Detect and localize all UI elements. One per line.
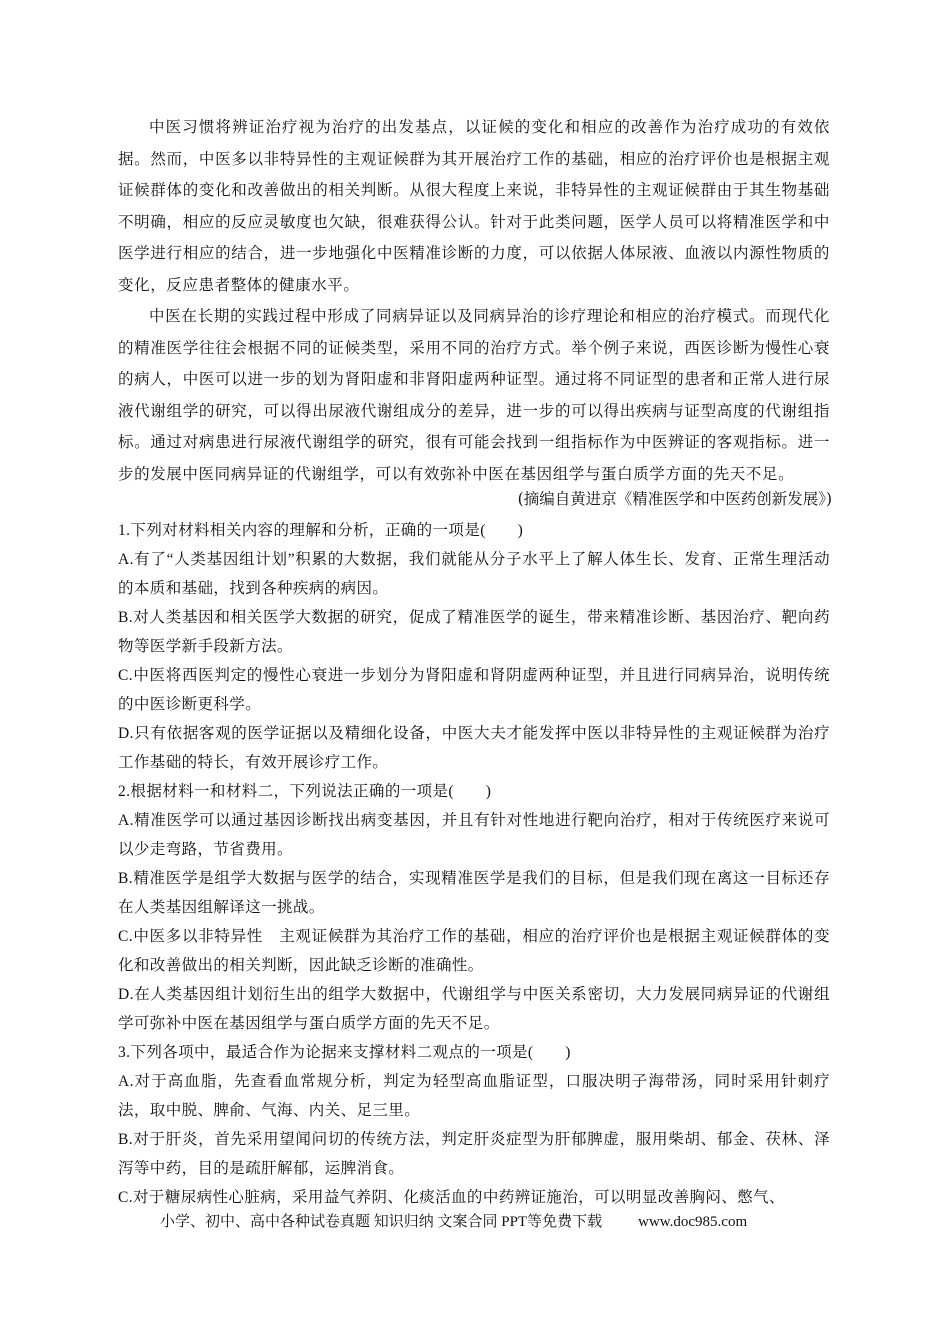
passage-paragraph-1: 中医习惯将辨证治疗视为治疗的出发基点，以证候的变化和相应的改善作为治疗成功的有效依据。然而，中医多以非特异性的主观证候群为其开展治疗工作的基础，相应的治疗评价也是根据主观证候群体的变化和改善做出的相关判断。从很大程度上来说，非特异性的主观证候群由于其生物基础不明确，相应的反应灵敏度也欠缺，很难获得公认。针对于此类问题，医学人员可以将精准医学和中医学进行相应的结合，进一步地强化中医精准诊断的力度，可以依据人体尿液、血液以内源性物质的变化，反应患者整体的健康水平。 <box>118 118 830 294</box>
option-b: B.对于肝炎，首先采用望闻问切的传统方法，判定肝炎症型为肝郁脾虚，服用柴胡、郁金、茯林、泽泻等中药，目的是疏肝解郁，运脾消食。 <box>118 1131 830 1177</box>
question-1 <box>118 516 830 777</box>
question-3 <box>118 1038 830 1212</box>
footer-text: 小学、初中、高中各种试卷真题 知识归纳 文案合同 PPT等免费下载 <box>160 1214 603 1230</box>
option-a: A.对于高血脂，先查看血常规分析，判定为轻型高血脂证型，口服决明子海带汤，同时采用针刺疗法，取中脱、脾俞、气海、内关、足三里。 <box>118 1073 830 1119</box>
page-footer <box>160 1210 800 1234</box>
option-b: B.对人类基因和相关医学大数据的研究，促成了精准医学的诞生，带来精准诊断、基因治疗、靶向药物等医学新手段新方法。 <box>118 609 830 655</box>
option-c: C.中医多以非特异性 主观证候群为其治疗工作的基础，相应的治疗评价也是根据主观证候群体的变化和改善做出的相关判断，因此缺乏诊断的准确性。 <box>118 928 830 974</box>
passage-paragraph-2: 中医在长期的实践过程中形成了同病异证以及同病异治的诊疗理论和相应的治疗模式。而现代化的精准医学往往会根据不同的证候类型，采用不同的治疗方式。举个例子来说，西医诊断为慢性心衰的病人，中医可以进一步的划为肾阳虚和非肾阳虚两种证型。通过将不同证型的患者和正常人进行尿液代谢组学的研究，可以得出尿液代谢组成分的差异，进一步的可以得出疾病与证型高度的代谢组指标。通过对病患进行尿液代谢组学的研究，很有可能会找到一组指标作为中医辨证的客观指标。进一步的发展中医同病异证的代谢组学，可以有效弥补中医在基因组学与蛋白质学方面的先天不足。 <box>118 307 830 483</box>
option-c: C.对于糖尿病性心脏病，采用益气养阴、化痰活血的中药辨证施治，可以明显改善胸闷、憋气、 <box>118 1189 785 1206</box>
option-a: A.有了“人类基因组计划”积累的大数据，我们就能从分子水平上了解人体生长、发育、正常生理活动的本质和基础，找到各种疾病的病因。 <box>118 551 830 597</box>
question-stem: 3.下列各项中，最适合作为论据来支撑材料二观点的一项是( ) <box>118 1044 571 1061</box>
passage-source: (摘编自黄进京《精准医学和中医药创新发展》) <box>517 490 832 508</box>
option-c: C.中医将西医判定的慢性心衰进一步划分为肾阳虚和肾阴虚两种证型，并且进行同病异治，说明传统的中医诊断更科学。 <box>118 667 830 713</box>
option-d: D.在人类基因组计划衍生出的组学大数据中，代谢组学与中医关系密切，大力发展同病异证的代谢组学可弥补中医在基因组学与蛋白质学方面的先天不足。 <box>118 986 830 1032</box>
question-2 <box>118 777 830 1038</box>
option-b: B.精准医学是组学大数据与医学的结合，实现精准医学是我们的目标，但是我们现在离这一目标还存在人类基因组解译这一挑战。 <box>118 870 830 916</box>
option-d: D.只有依据客观的医学证据以及精细化设备，中医大夫才能发挥中医以非特异性的主观证候群为治疗工作基础的特长，有效开展诊疗工作。 <box>118 725 830 771</box>
question-stem: 2.根据材料一和材料二，下列说法正确的一项是( ) <box>118 783 492 800</box>
reading-passage <box>118 112 830 490</box>
footer-site-link[interactable]: www.doc985.com <box>638 1214 748 1230</box>
option-a: A.精准医学可以通过基因诊断找出病变基因，并且有针对性地进行靶向治疗，相对于传统医疗来说可以少走弯路，节省费用。 <box>118 812 830 858</box>
question-list <box>118 516 830 1212</box>
question-stem: 1.下列对材料相关内容的理解和分析，正确的一项是( ) <box>118 522 524 539</box>
